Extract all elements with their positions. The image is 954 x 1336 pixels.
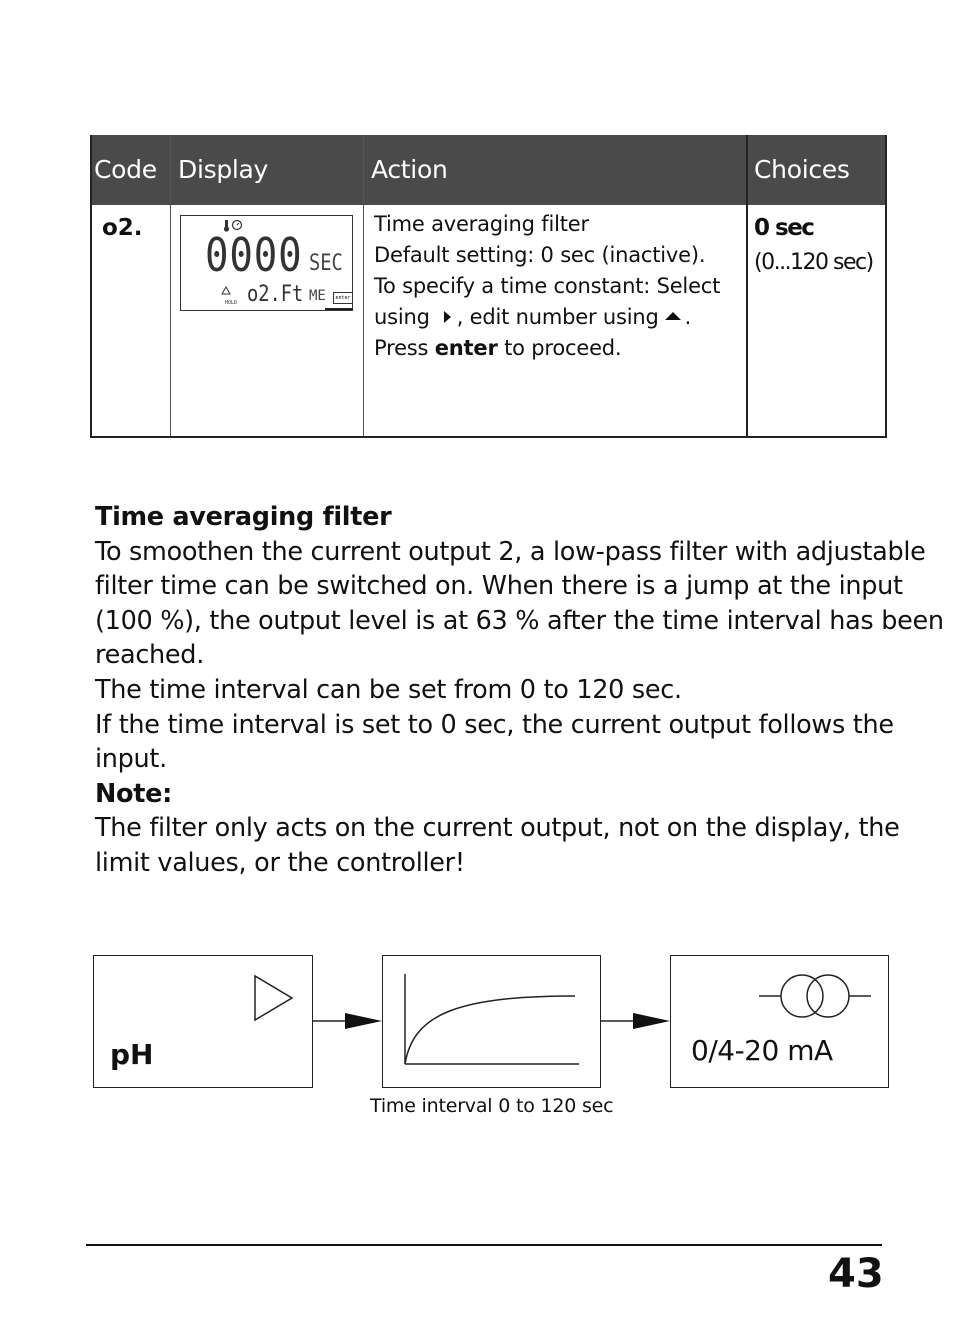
input-block (93, 955, 313, 1088)
lcd-code: o2.Ft (247, 282, 304, 307)
header-action: Action (371, 155, 448, 184)
column-divider (170, 135, 171, 438)
choice-default: 0 sec (754, 215, 814, 241)
right-arrow-key-icon (444, 311, 451, 323)
choice-range: (0...120 sec) (754, 250, 873, 275)
paragraph-line: filter time can be switched on. When there is a jump at the input (95, 571, 903, 602)
section-heading: Time averaging filter (95, 502, 392, 532)
parameter-table (90, 135, 887, 438)
header-choices: Choices (754, 155, 850, 184)
action-text (374, 209, 744, 364)
low-pass-curve-icon (383, 956, 602, 1089)
action-text-proceed: to proceed. (504, 336, 622, 360)
lcd-hold-label: HOLD (225, 300, 238, 306)
paragraph-line: reached. (95, 640, 205, 671)
current-source-icon (671, 956, 890, 1089)
section-body (95, 500, 944, 881)
action-line: Time averaging filter (374, 212, 589, 236)
arrow-right-icon (313, 1008, 383, 1034)
warning-icon (222, 287, 230, 294)
paragraph-line: If the time interval is set to 0 sec, the current output follows the (95, 709, 894, 740)
lcd-display (180, 215, 353, 311)
diagram-caption: Time interval 0 to 120 sec (370, 1095, 614, 1117)
paragraph-line: The time interval can be set from 0 to 120 sec. (95, 674, 682, 705)
lcd-enter-label: enter (333, 292, 353, 304)
action-line: To specify a time constant: Select (374, 274, 721, 298)
lcd-main-value: 0000 (205, 228, 303, 282)
action-text-using: using (374, 305, 430, 329)
header-code: Code (94, 155, 157, 184)
input-label: pH (110, 1038, 154, 1071)
column-divider (746, 135, 748, 438)
paragraph-line: input. (95, 744, 167, 775)
column-divider (363, 135, 364, 438)
note-line: limit values, or the controller! (95, 847, 465, 878)
table-border-right (885, 135, 887, 438)
header-display: Display (178, 155, 269, 184)
enter-key-label: enter (434, 336, 498, 360)
lcd-mode: ME (309, 288, 326, 304)
page-number: 43 (828, 1251, 884, 1297)
note-label: Note: (95, 778, 173, 809)
table-border-bottom (90, 436, 887, 438)
action-text-press: Press (374, 336, 429, 360)
action-text-edit: , edit number using (456, 305, 659, 329)
output-label: 0/4-20 mA (691, 1034, 833, 1067)
footer-rule (86, 1244, 882, 1246)
table-border-left (90, 135, 92, 438)
action-line (374, 302, 744, 333)
paragraph-line: (100 %), the output level is at 63 % after the time interval has been (95, 605, 944, 636)
arrow-right-icon (601, 1008, 671, 1034)
row-code: o2. (102, 215, 143, 241)
output-block (670, 955, 889, 1088)
lcd-unit: SEC (309, 251, 343, 276)
action-line: Default setting: 0 sec (inactive). (374, 243, 706, 267)
action-text-period: . (684, 305, 692, 329)
paragraph-line: To smoothen the current output 2, a low-pass filter with adjustable (95, 536, 926, 567)
up-arrow-key-icon (665, 312, 681, 320)
action-line (374, 333, 744, 364)
filter-block (382, 955, 601, 1088)
note-line: The filter only acts on the current output, not on the display, the (95, 813, 900, 844)
